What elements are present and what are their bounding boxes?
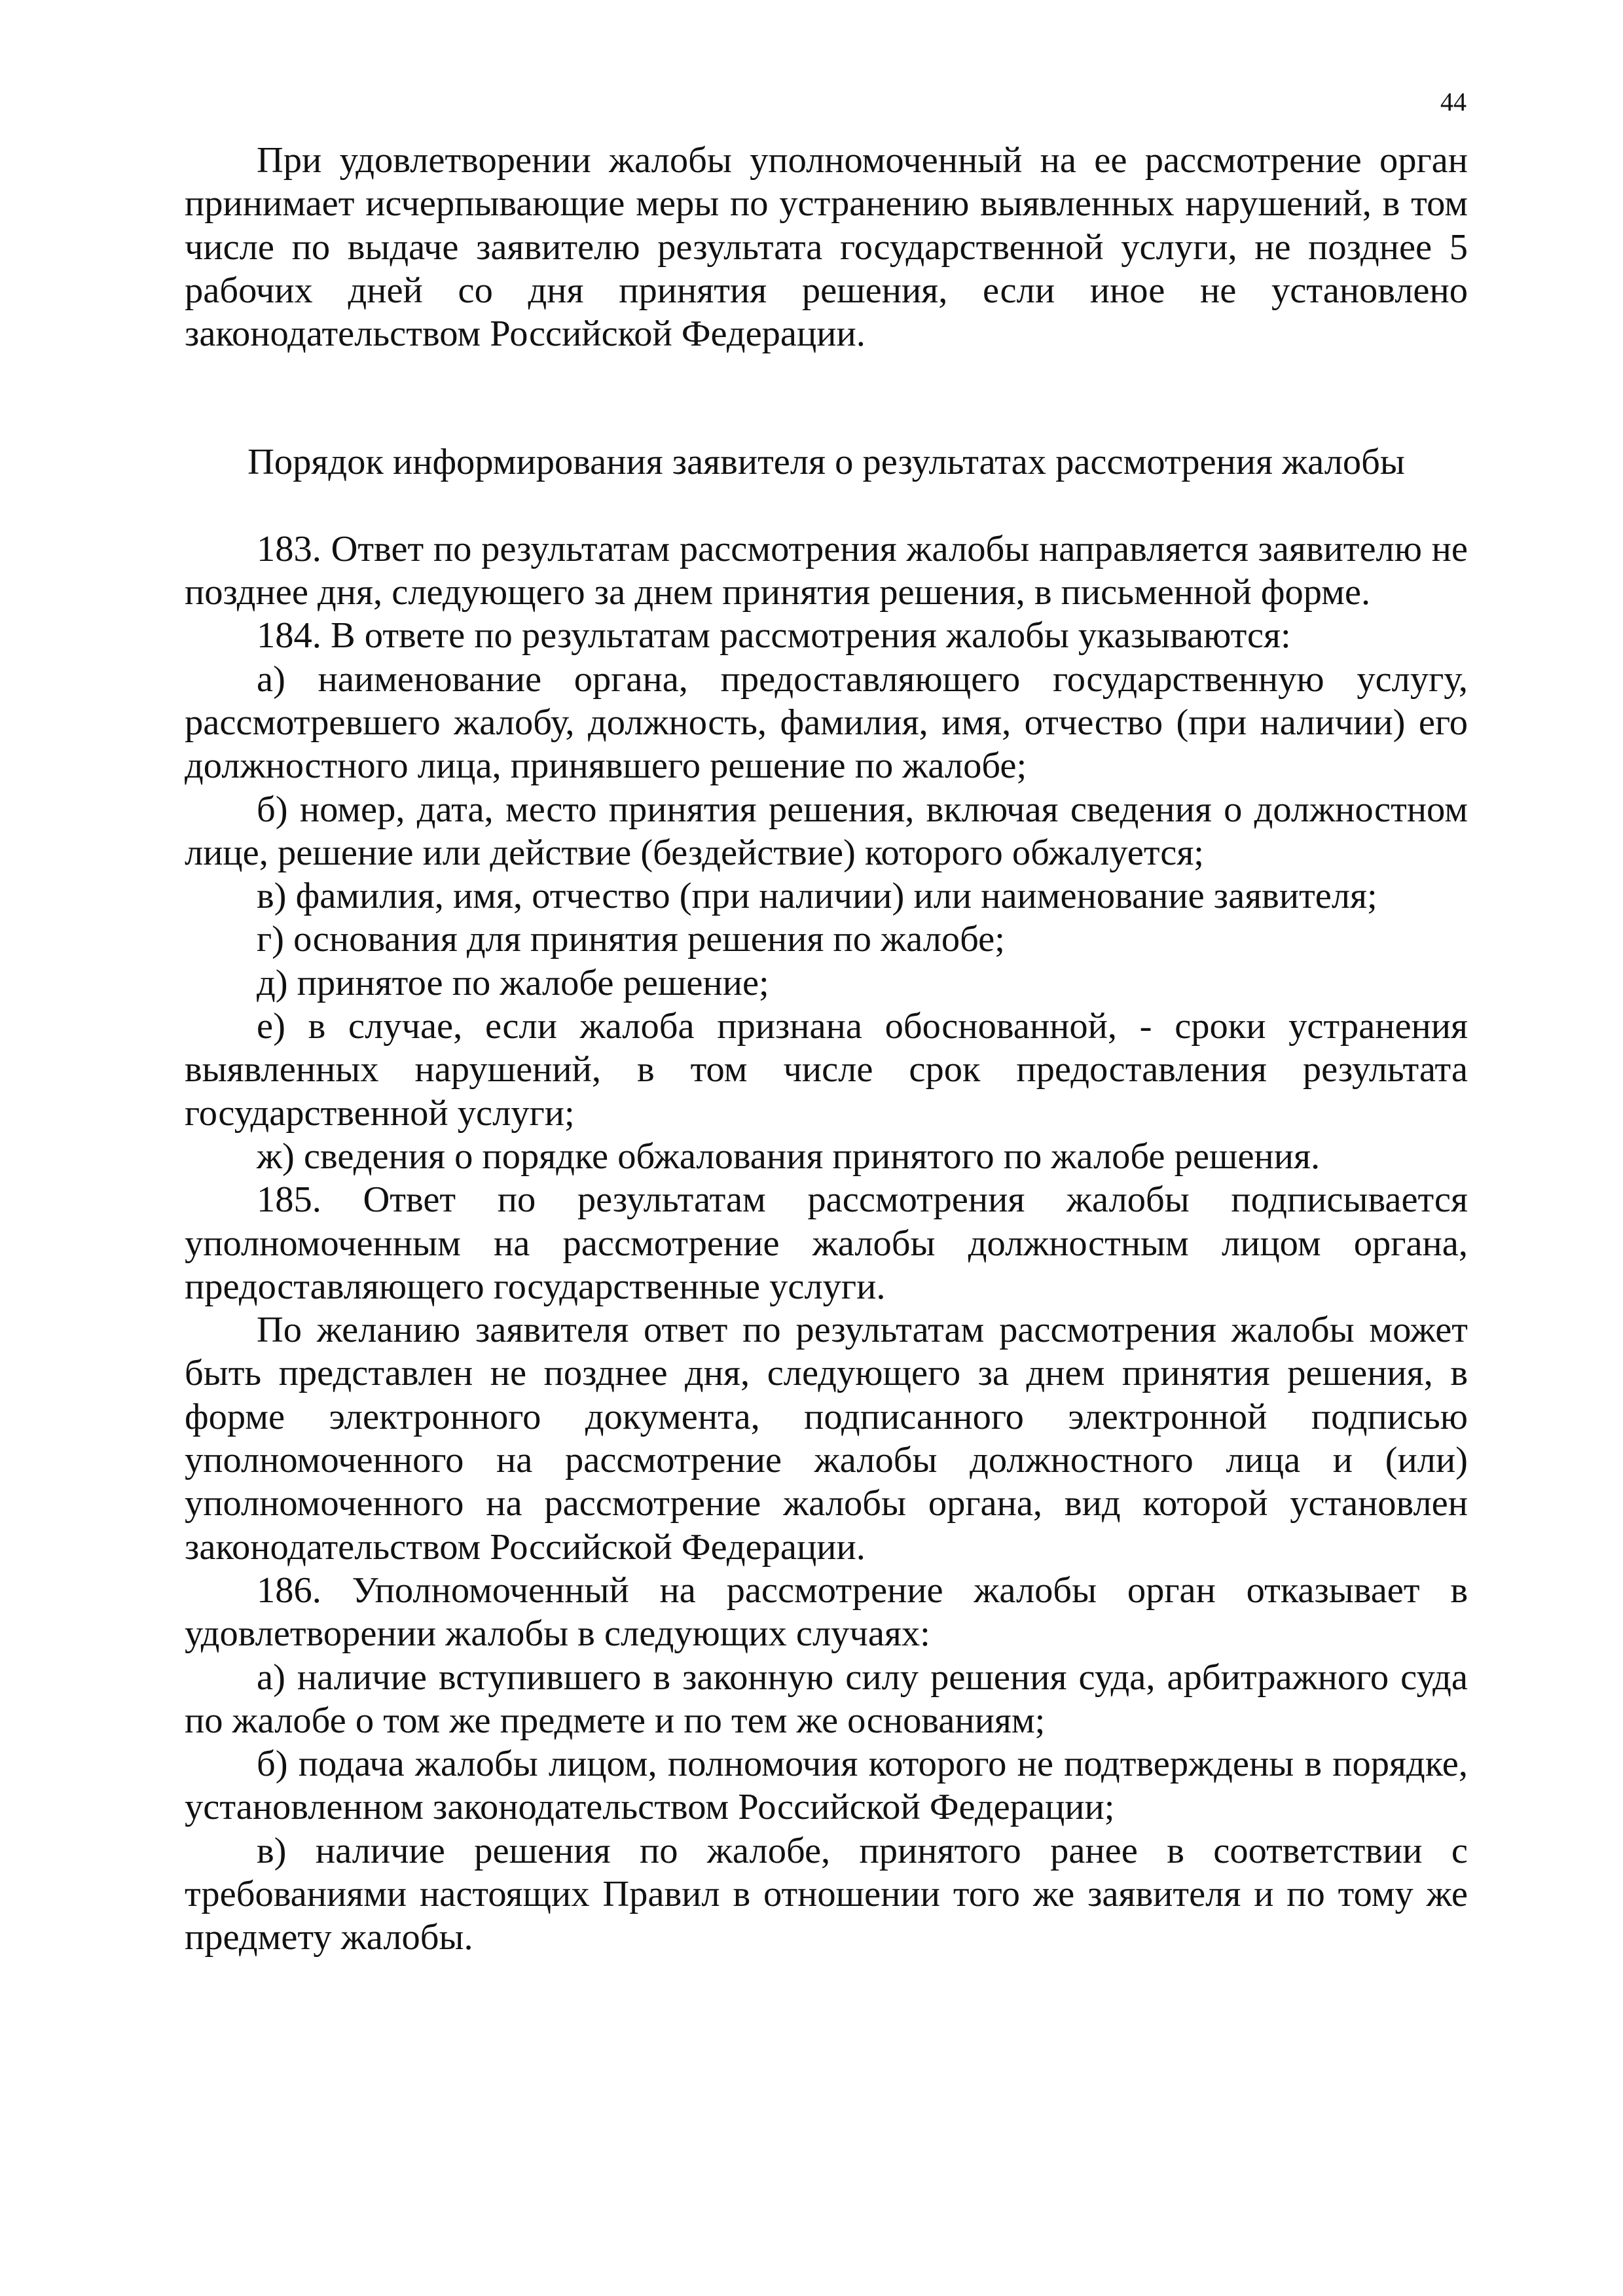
list-item-a: а) наименование органа, предоставляющего государственную услугу, рассмотревшего жалобу, должность, фамилия, имя, отчество (при наличии) его должностного лица, принявшего решение по жалобе;	[185, 658, 1468, 787]
paragraph-184: 184. В ответе по результатам рассмотрения жалобы указываются:	[257, 615, 1291, 656]
paragraph: При удовлетворении жалобы уполномоченный на ее рассмотрение орган принимает исчерпывающие меры по устранению выявленных нарушений, в том числе по выдаче заявителю результата государственной услуги, не позднее 5 рабочих дней со дня принятия решения, если иное не установлено законодательством Российской Федерации.	[185, 140, 1468, 355]
paragraph-186: 186. Уполномоченный на рассмотрение жалобы орган отказывает в удовлетворении жалобы в следующих случаях:	[185, 1570, 1468, 1655]
paragraph-185: 185. Ответ по результатам рассмотрения жалобы подписывается уполномоченным на рассмотрение жалобы должностным лицом органа, предоставляющего государственные услуги.	[185, 1179, 1468, 1307]
refusal-item-b: б) подача жалобы лицом, полномочия которого не подтверждены в порядке, установленном законодательством Российской Федерации;	[185, 1744, 1468, 1828]
list-item-g: г) основания для принятия решения по жалобе;	[257, 919, 1005, 960]
document-body	[185, 139, 1468, 1960]
refusal-item-v: в) наличие решения по жалобе, принятого ранее в соответствии с требованиями настоящих Правил в отношении того же заявителя и по тому же предмету жалобы.	[185, 1830, 1468, 1958]
section-heading: Порядок информирования заявителя о результатах рассмотрения жалобы	[247, 442, 1405, 483]
list-item-zh: ж) сведения о порядке обжалования принятого по жалобе решения.	[257, 1136, 1321, 1177]
paragraph-183: 183. Ответ по результатам рассмотрения жалобы направляется заявителю не позднее дня, следующего за днем принятия решения, в письменной форме.	[185, 528, 1468, 613]
refusal-item-a: а) наличие вступившего в законную силу решения суда, арбитражного суда по жалобе о том же предмете и по тем же основаниям;	[185, 1657, 1468, 1741]
paragraph-electronic-answer: По желанию заявителя ответ по результатам рассмотрения жалобы может быть представлен не позднее дня, следующего за днем принятия решения, в форме электронного документа, подписанного электронной подписью уполномоченного на рассмотрение жалобы должностного лица и (или) уполномоченного на рассмотрение жалобы органа, вид которой установлен законодательством Российской Федерации.	[185, 1310, 1468, 1568]
list-item-d: д) принятое по жалобе решение;	[257, 962, 769, 1003]
list-item-e: е) в случае, если жалоба признана обоснованной, - сроки устранения выявленных нарушений, в том числе срок предоставления результата государственной услуги;	[185, 1006, 1468, 1134]
list-item-b: б) номер, дата, место принятия решения, включая сведения о должностном лице, решение или действие (бездействие) которого обжалуется;	[185, 789, 1468, 873]
page-number: 44	[1440, 87, 1467, 117]
list-item-v: в) фамилия, имя, отчество (при наличии) или наименование заявителя;	[257, 876, 1377, 917]
